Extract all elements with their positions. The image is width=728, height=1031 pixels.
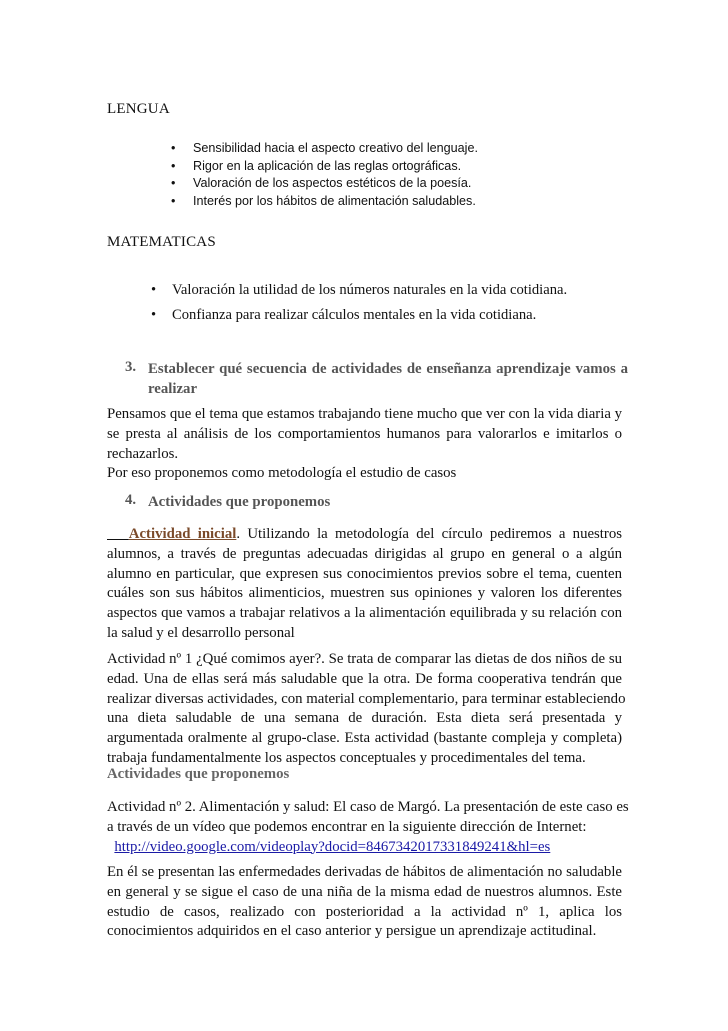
matematicas-heading: MATEMATICAS — [107, 234, 216, 250]
lengua-heading: LENGUA — [107, 101, 170, 117]
actividad-2-paragraph: Actividad nº 2. Alimentación y salud: El caso de Margó. La presentación de este caso es a través de un vídeo que podemos encontrar en la siguiente dirección de Internet: http://video.google.com/videoplay?docid=8467342017331849241&hl=es — [107, 799, 629, 855]
intro-paragraph: Pensamos que el tema que estamos trabajando tiene mucho que ver con la vida diaria y se presta al análisis de los comportamientos humanos para valorarlos e imitarlos o rechazarlos. Por eso proponemos como metodología el estudio de casos — [107, 406, 622, 482]
actividades-heading: Actividades que proponemos — [107, 766, 290, 782]
actividad-inicial-paragraph: Actividad inicial. Utilizando la metodología del círculo pediremos a nuestros alumnos, a través de preguntas adecuadas dirigidas al grupo en general o a algún alumno en particular, que expresen sus conocimientos previos sobre el tema, cuenten cuáles son sus hábitos alimenticios, muestren sus opiniones y valoren los diferentes aspectos que vamos a trabajar relativos a la alimentación equilibrada y su relación con la salud y el desarrollo personal — [107, 526, 622, 641]
final-paragraph: En él se presentan las enfermedades derivadas de hábitos de alimentación no saludable en general y se sigue el caso de una niña de la misma edad de nuestros alumnos. Este estudio de casos, realizado con posterioridad a la actividad nº 1, aplica los conocimientos adquiridos en el caso anterior y persigue un aprendizaje actitudinal. — [107, 864, 622, 940]
actividad-inicial-title: Actividad inicial — [128, 526, 237, 542]
document-page: LENGUA • Sensibilidad hacia el aspecto creativo del lenguaje. • Rigor en la aplicación de las reglas ortográficas. • Valoración de los aspectos estéticos de la poesía. • Interés por los hábitos de alimentación saludables. MATEMATICAS • Valoración la utilidad de los números naturales en la vida cotidiana. • Confianza para realizar cálculos mentales en la vida cotidiana. 3. Establecer qué secuencia de actividades de enseñanza aprendizaje vamos a realizar Pensamos que el tema que estamos trabajando tiene mucho que ver con la vida diaria y se presta al análisis de los comportamientos humanos para valorarlos e imitarlos o rechazarlos. Por eso proponemos como metodología el estudio de casos 4. Actividades que proponemos Actividad inicial. Utilizando la metodología del círculo pediremos a nuestros alumnos, a través de preguntas adecuadas dirigidas al grupo en general o a algún alumno en particular, que expresen sus conocimientos previos sobre el tema, cuenten cuáles son sus hábitos alimenticios, muestren sus opiniones y valoren los diferentes aspectos que vamos a trabajar relativos a la alimentación equilibrada y su relación con la salud y el desarrollo personal Actividad nº 1 ¿Qué comimos ayer?. Se trata de comparar las dietas de dos niños de su edad. Una de ellas será más saludable que la otra. De forma cooperativa tendrán que realizar diversas actividades, con material complementario, para terminar estableciendo una dieta saludable de una semana de duración. Esta dieta será presentada y argumentada oralmente al grupo-clase. Esta actividad (bastante compleja y completa) trabaja fundamentalmente los aspectos conceptuales y procedimentales del tema. Actividades que proponemos Actividad nº 2. Alimentación y salud: El caso de Margó. La presentación de este caso es a través de un vídeo que podemos encontrar en la siguiente dirección de Internet: http://video.google.com/videoplay?docid=8467342017331849241&hl=es En él se presentan las enfermedades derivadas de hábitos de alimentación no saludable en general y se sigue el caso de una niña de la misma edad de nuestros alumnos. Este estudio de casos, realizado con posterioridad a la actividad nº 1, aplica los conocimientos adquiridos en el caso anterior y persigue un aprendizaje actitudinal. — [0, 0, 728, 1031]
video-link[interactable]: http://video.google.com/videoplay?docid=8467342017331849241&hl=es — [114, 838, 551, 855]
actividad-1-paragraph: Actividad nº 1 ¿Qué comimos ayer?. Se trata de comparar las dietas de dos niños de su edad. Una de ellas será más saludable que la otra. De forma cooperativa tendrán que realizar diversas actividades, con material complementario, para terminar estableciendo una dieta saludable de una semana de duración. Esta dieta será presentada y argumentada oralmente al grupo-clase. Esta actividad (bastante compleja y completa) trabaja fundamentalmente los aspectos conceptuales y procedimentales del tema. — [107, 651, 626, 766]
